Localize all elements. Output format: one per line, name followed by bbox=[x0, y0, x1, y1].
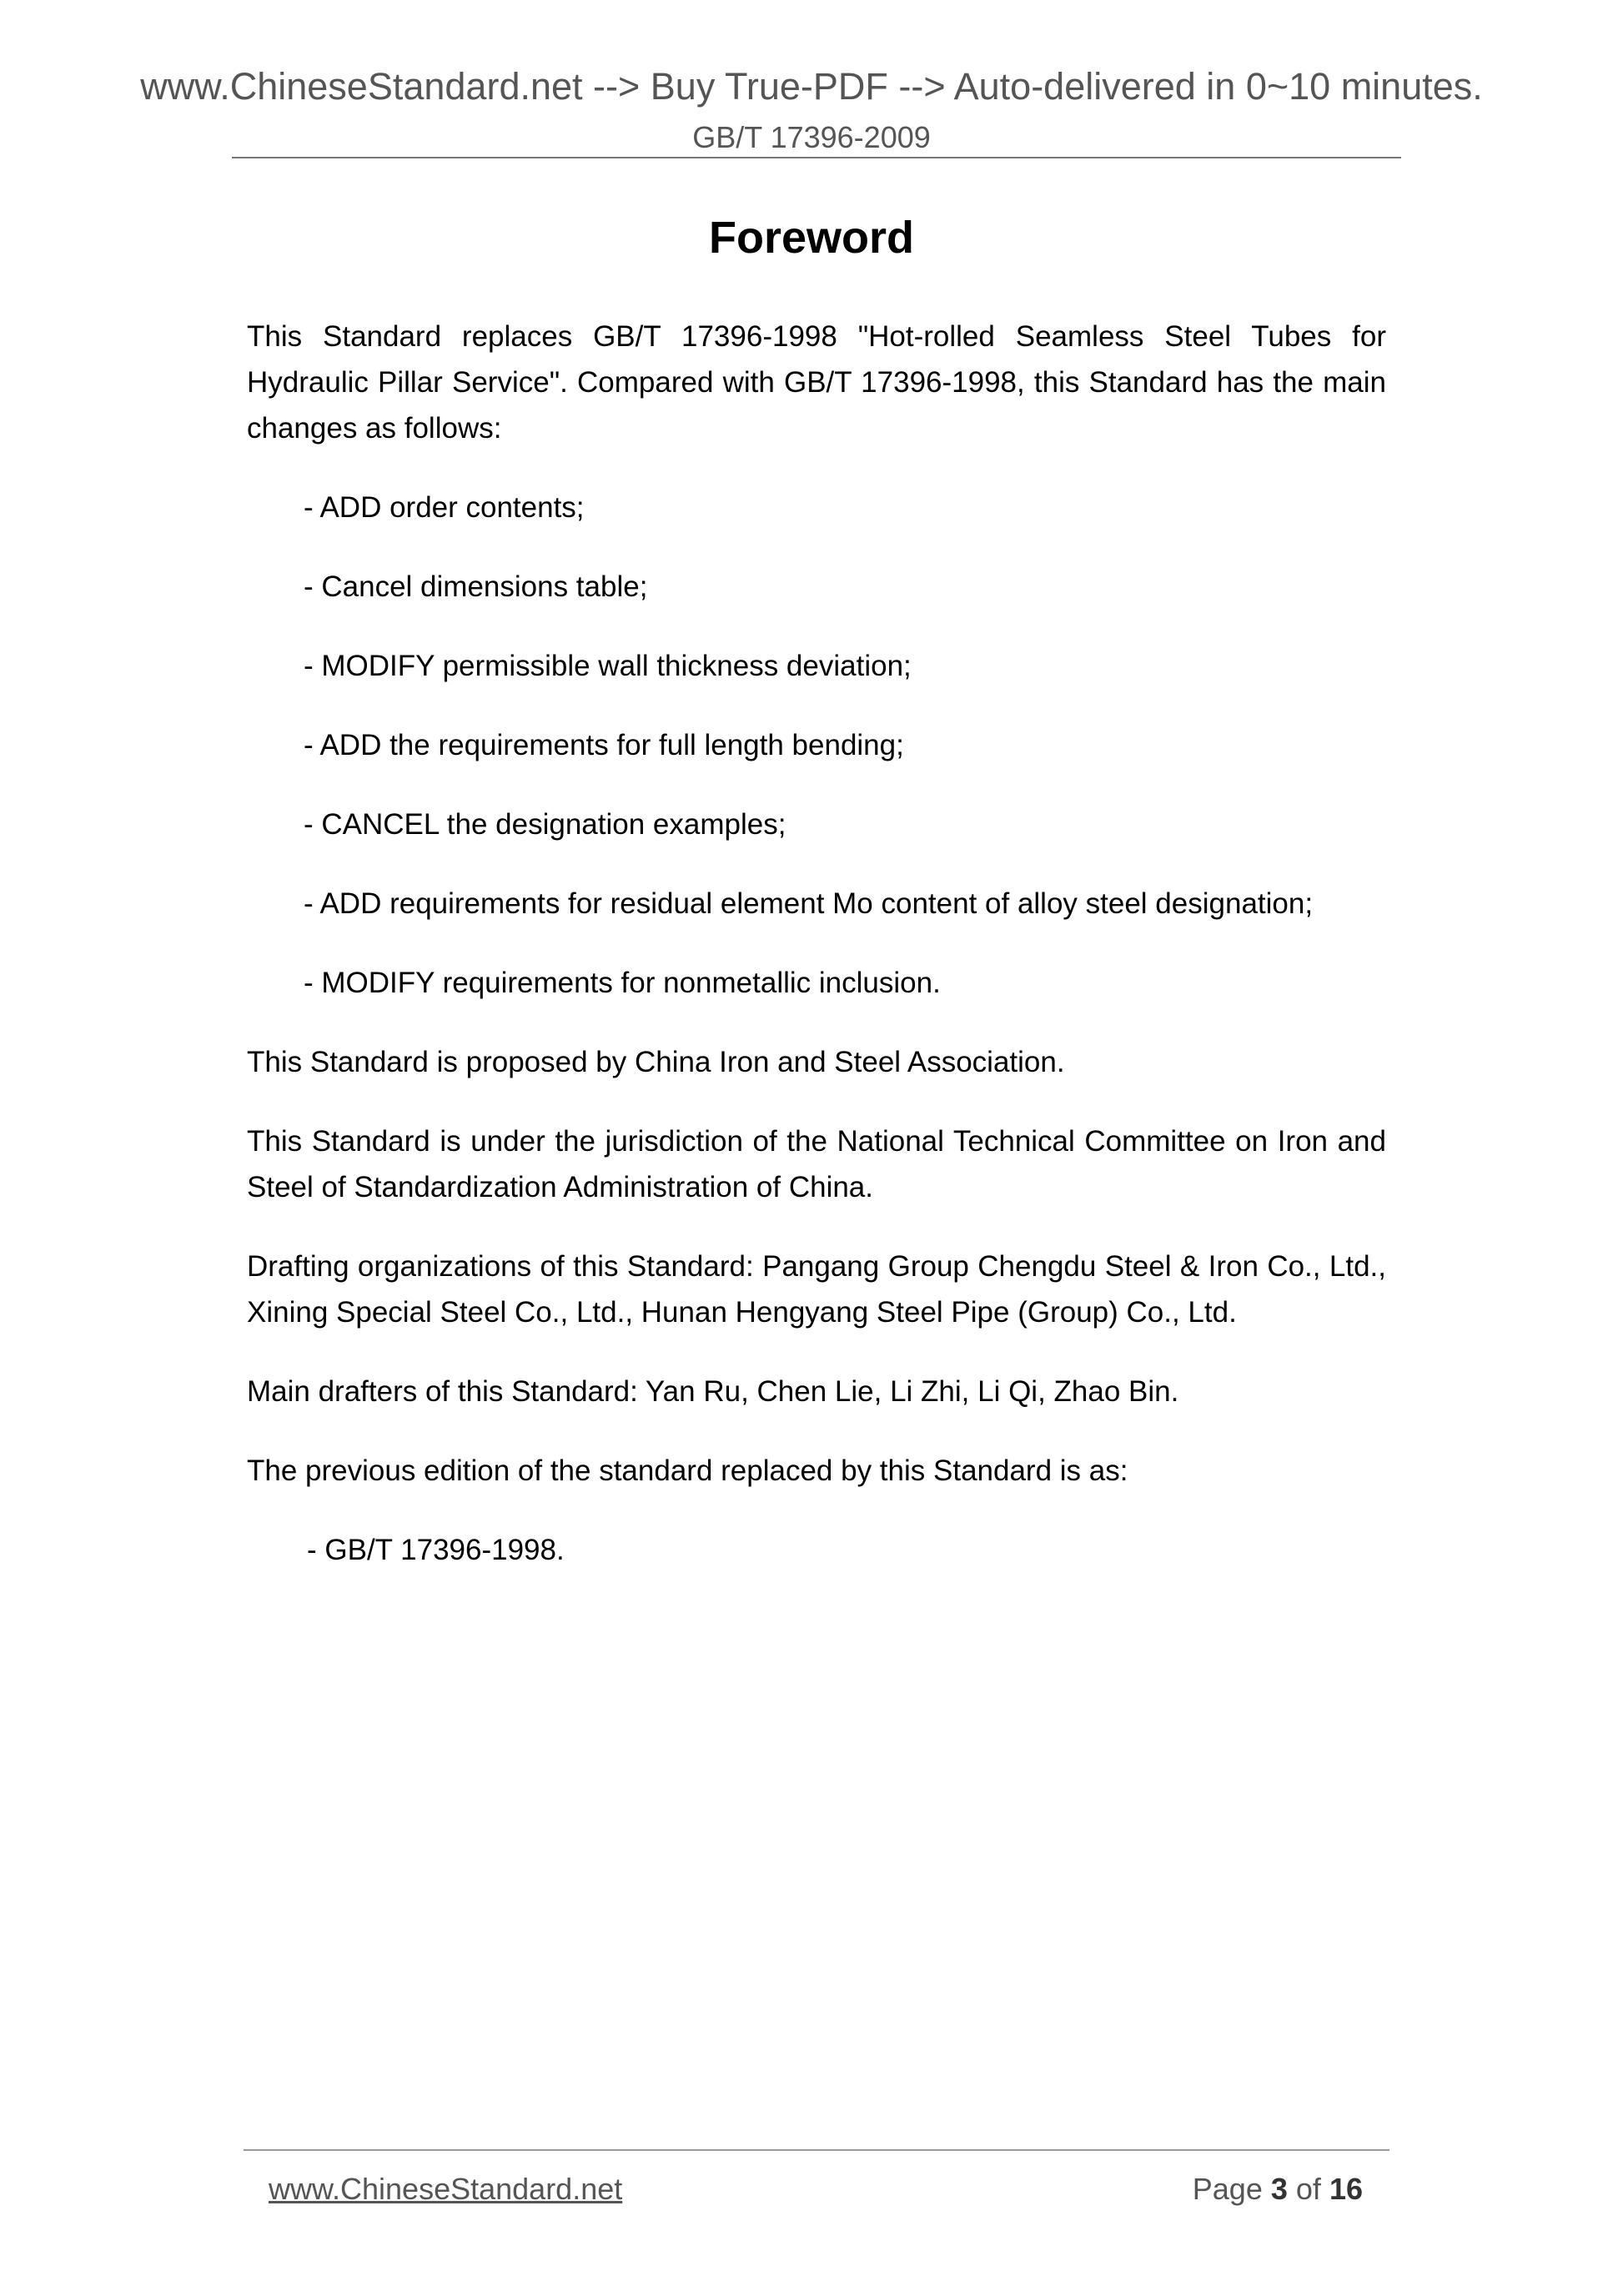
change-item: - CANCEL the designation examples; bbox=[304, 808, 786, 841]
page-current: 3 bbox=[1270, 2172, 1288, 2206]
page-of: of bbox=[1295, 2172, 1321, 2206]
intro-paragraph: This Standard replaces GB/T 17396-1998 "Hot-rolled Seamless Steel Tubes for Hydraulic Pillar Service". Compared with GB/T 17396-1998, this Standard has the main changes as follows: bbox=[247, 320, 1386, 445]
header-divider bbox=[232, 157, 1401, 158]
page-indicator bbox=[1193, 2172, 1363, 2207]
footer-website-link[interactable]: www.ChineseStandard.net bbox=[269, 2172, 623, 2206]
jurisdiction-paragraph: This Standard is under the jurisdiction of the National Technical Committee on Iron and Steel of Standardization Administration of China. bbox=[247, 1125, 1386, 1203]
footer-divider bbox=[244, 2149, 1389, 2151]
change-item: - ADD requirements for residual element Mo content of alloy steel designation; bbox=[304, 887, 1314, 920]
page-title: Foreword bbox=[708, 213, 914, 263]
main-drafters-paragraph: Main drafters of this Standard: Yan Ru, Chen Lie, Li Zhi, Li Qi, Zhao Bin. bbox=[247, 1375, 1179, 1408]
previous-edition-paragraph: The previous edition of the standard replaced by this Standard is as: bbox=[247, 1454, 1128, 1487]
change-item: - ADD the requirements for full length bending; bbox=[304, 729, 904, 761]
proposed-by-paragraph: This Standard is proposed by China Iron and Steel Association. bbox=[247, 1046, 1065, 1078]
previous-edition-item: - GB/T 17396-1998. bbox=[307, 1534, 565, 1566]
standard-code: GB/T 17396-2009 bbox=[692, 120, 931, 154]
change-item: - Cancel dimensions table; bbox=[304, 570, 648, 603]
drafting-organizations-paragraph: Drafting organizations of this Standard: Pangang Group Chengdu Steel & Iron Co., Ltd., Xining Special Steel Co., Ltd., Hunan Hengyang Steel Pipe (Group) Co., Ltd. bbox=[247, 1250, 1386, 1329]
document-body bbox=[247, 314, 1386, 1606]
page-prefix: Page bbox=[1192, 2172, 1263, 2206]
page-total: 16 bbox=[1329, 2172, 1363, 2206]
change-item: - MODIFY permissible wall thickness deviation; bbox=[304, 650, 912, 682]
site-banner: www.ChineseStandard.net --> Buy True-PDF --> Auto-delivered in 0~10 minutes. bbox=[140, 65, 1483, 108]
change-item: - MODIFY requirements for nonmetallic inclusion. bbox=[304, 967, 941, 999]
change-item: - ADD order contents; bbox=[304, 491, 585, 524]
